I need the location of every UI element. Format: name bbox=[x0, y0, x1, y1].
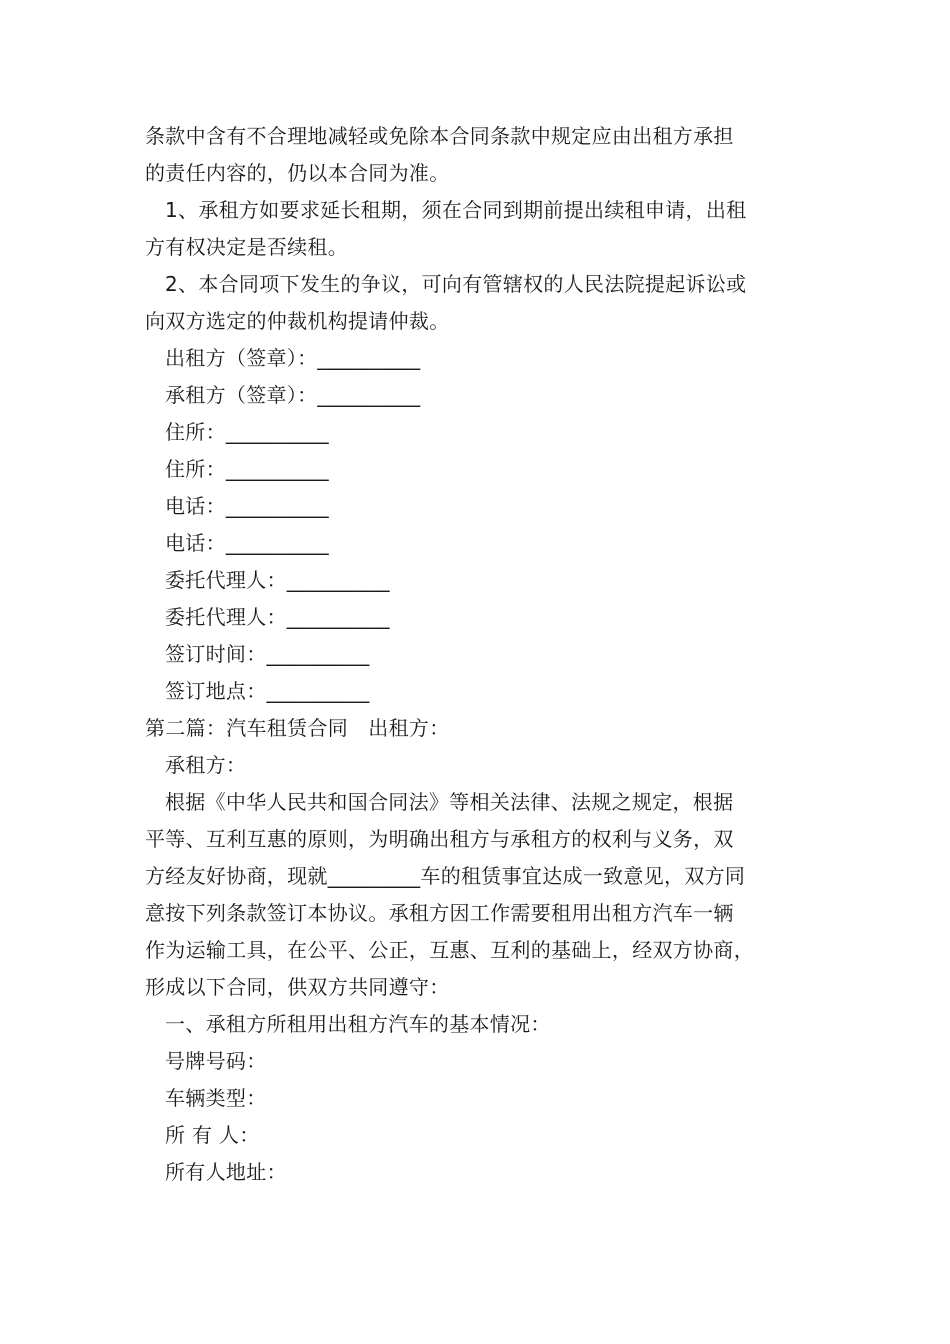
text-line: 所有人地址： bbox=[165, 1160, 287, 1184]
text-line: 电话：__________ bbox=[165, 531, 329, 555]
text-line: 签订时间：__________ bbox=[165, 642, 370, 666]
text-line: 2、本合同项下发生的争议，可向有管辖权的人民法院提起诉讼或 bbox=[165, 272, 747, 296]
text-line: 形成以下合同，供双方共同遵守： bbox=[145, 975, 450, 999]
text-line: 电话：__________ bbox=[165, 494, 329, 518]
text-line: 签订地点：__________ bbox=[165, 679, 370, 703]
text-line: 1、承租方如要求延长租期，须在合同到期前提出续租申请，出租 bbox=[165, 198, 747, 222]
text-line: 号牌号码： bbox=[165, 1049, 267, 1073]
text-line: 的责任内容的，仍以本合同为准。 bbox=[145, 161, 450, 185]
text-line: 第二篇：汽车租赁合同 出租方： bbox=[145, 716, 450, 740]
text-line: 方有权决定是否续租。 bbox=[145, 235, 348, 259]
text-line: 平等、互利互惠的原则，为明确出租方与承租方的权利与义务，双 bbox=[145, 827, 734, 851]
text-line: 方经友好协商，现就_________车的租赁事宜达成一致意见，双方同 bbox=[145, 864, 746, 888]
text-line: 条款中含有不合理地减轻或免除本合同条款中规定应由出租方承担 bbox=[145, 124, 734, 148]
text-line: 承租方（签章）：__________ bbox=[165, 383, 421, 407]
text-line: 车辆类型： bbox=[165, 1086, 267, 1110]
text-line: 所 有 人： bbox=[165, 1123, 260, 1147]
text-line: 住所：__________ bbox=[165, 420, 329, 444]
text-line: 住所：__________ bbox=[165, 457, 329, 481]
text-line: 作为运输工具，在公平、公正，互惠、互利的基础上，经双方协商， bbox=[145, 938, 754, 962]
text-line: 委托代理人：__________ bbox=[165, 568, 390, 592]
text-line: 根据《中华人民共和国合同法》等相关法律、法规之规定，根据 bbox=[165, 790, 734, 814]
text-line: 意按下列条款签订本协议。承租方因工作需要租用出租方汽车一辆 bbox=[145, 901, 734, 925]
text-line: 出租方（签章）：__________ bbox=[165, 346, 421, 370]
text-line: 向双方选定的仲裁机构提请仲裁。 bbox=[145, 309, 450, 333]
text-line: 委托代理人：__________ bbox=[165, 605, 390, 629]
document-body bbox=[145, 118, 815, 1191]
text-line: 一、承租方所租用出租方汽车的基本情况： bbox=[165, 1012, 551, 1036]
text-line: 承租方： bbox=[165, 753, 247, 777]
